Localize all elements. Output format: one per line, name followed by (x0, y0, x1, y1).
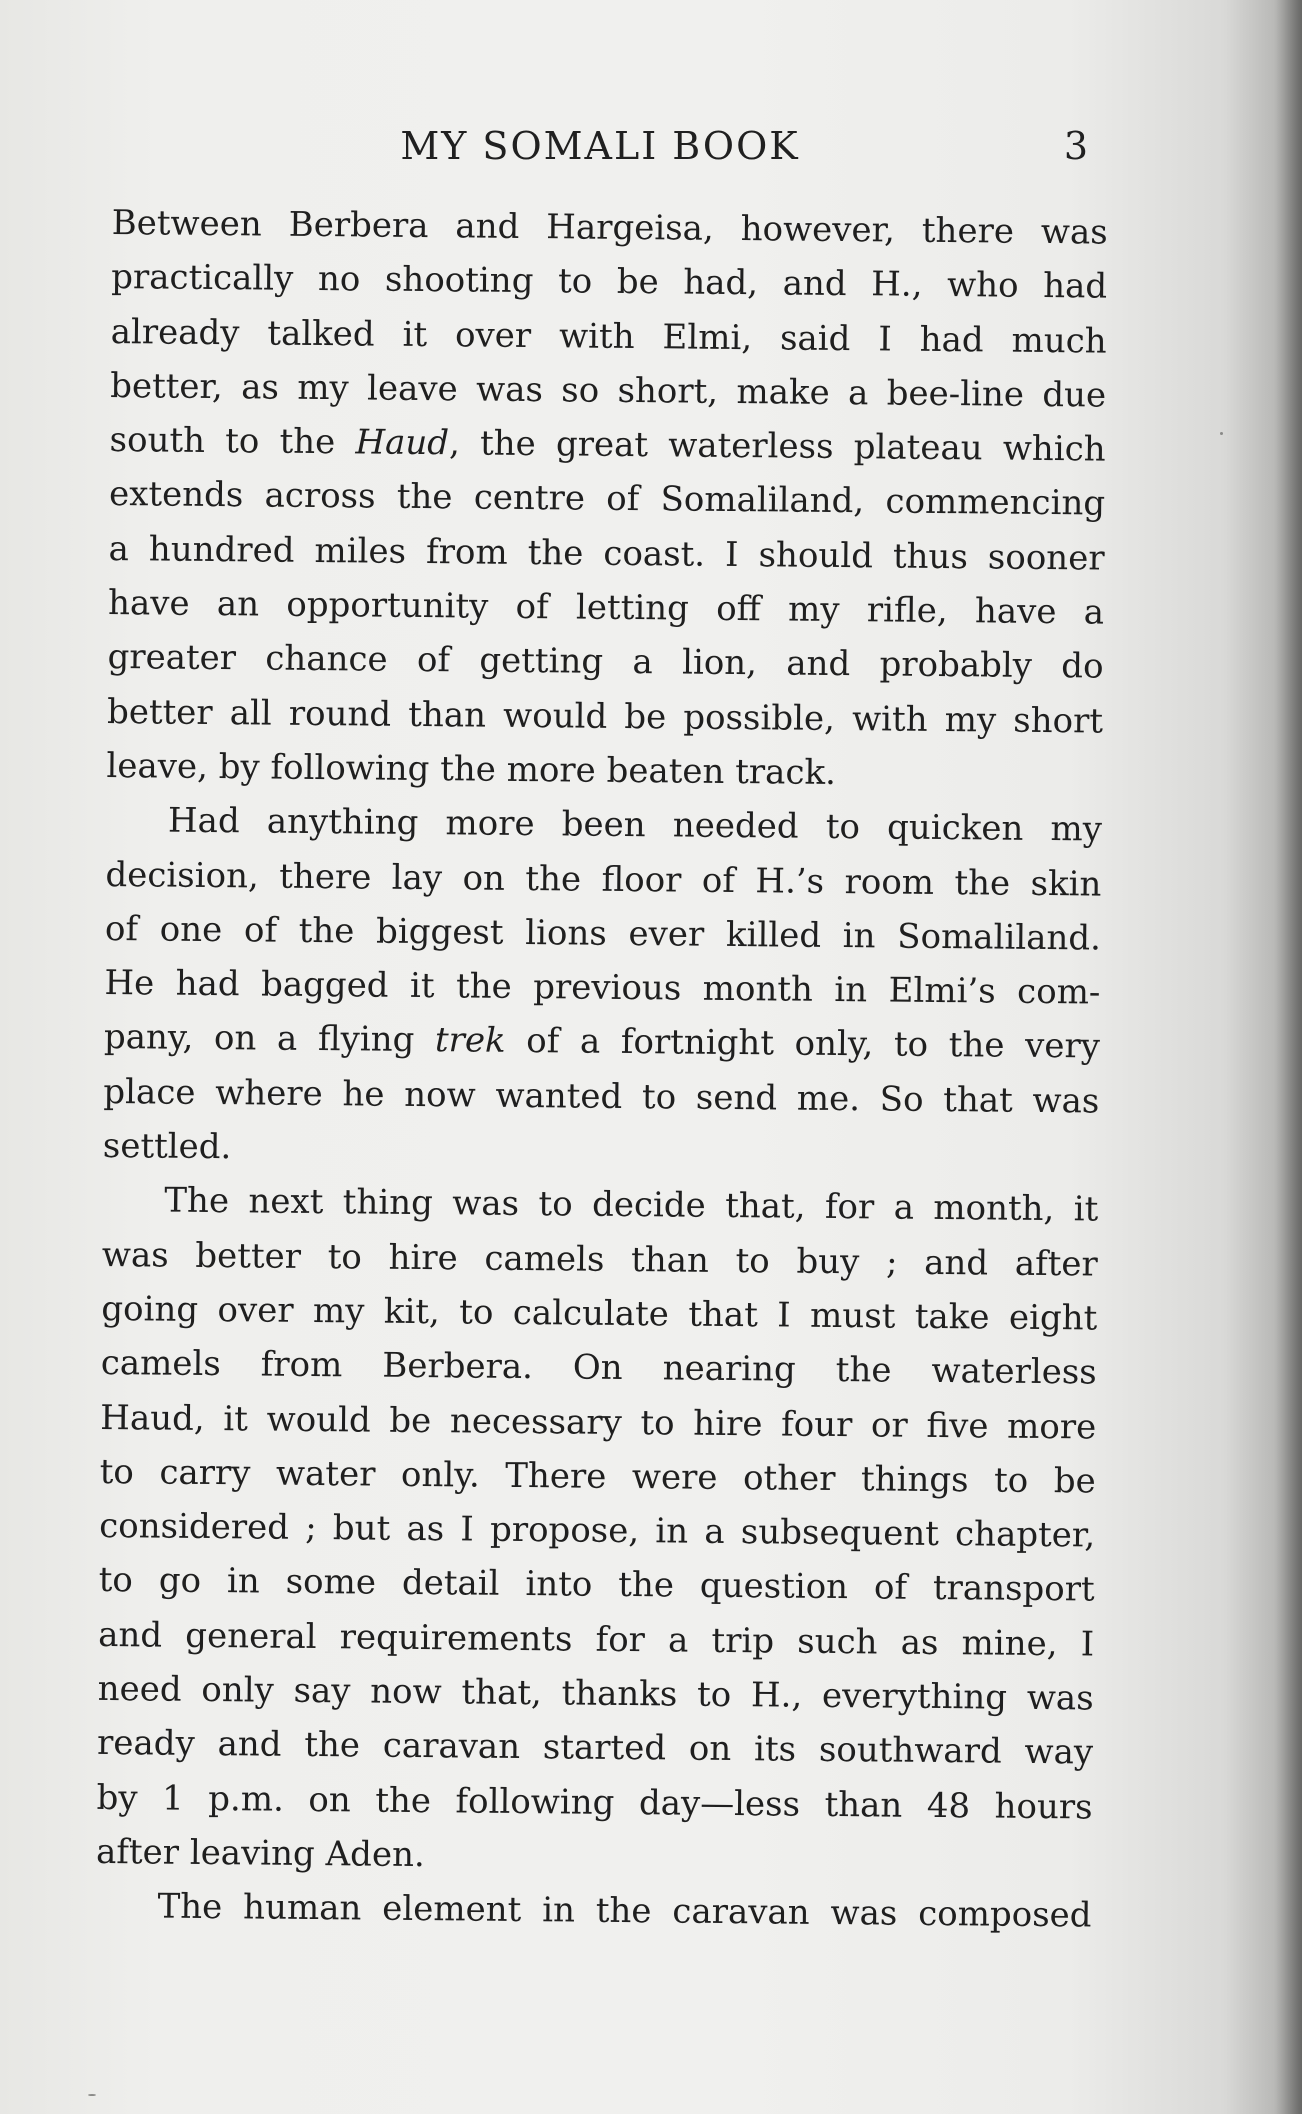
text-line: of one of the biggest lions ever killed in Somaliland. (104, 908, 1102, 959)
paragraph-4 (95, 1879, 1091, 1943)
page-edge-shadow (1274, 0, 1302, 2114)
text-line: Had anything more been needed to quicken my (167, 800, 1103, 850)
text-line: place where he now wanted to send me. So that was (103, 1071, 1100, 1122)
paper-speck (1220, 432, 1223, 435)
text-line: ready and the caravan started on its southward way (96, 1723, 1094, 1773)
text-line: camels from Berbera. On nearing the waterless (100, 1343, 1097, 1393)
page-number: 3 (1063, 124, 1088, 168)
running-title: MY SOMALI BOOK (400, 124, 800, 168)
text-line: to carry water only. There were other things to be (99, 1451, 1096, 1502)
paragraph-1 (106, 196, 1108, 803)
text-line: considered ; but as I propose, in a subsequent chapter, (99, 1506, 1096, 1556)
paper-speck (88, 2094, 96, 2096)
text-line: better, as my leave was so short, make a bee-line due (109, 365, 1107, 416)
text-line: and general requirements for a trip such as mine, I (97, 1614, 1095, 1665)
text-fragment: south to the (109, 420, 356, 463)
paragraph-2 (103, 793, 1103, 1183)
text-line: Between Berbera and Hargeisa, however, there was (111, 202, 1108, 253)
text-line: decision, there lay on the floor of H.’s room the skin (105, 854, 1102, 905)
text-line: was better to hire camels than to buy ; and after (101, 1234, 1098, 1285)
italic-word: trek (434, 1020, 506, 1062)
text-line: have an opportunity of letting off my rifle, have a (107, 583, 1105, 633)
text-line: extends across the centre of Somaliland, commencing (108, 474, 1106, 525)
text-line: practically no shooting to be had, and H., who had (111, 257, 1108, 307)
text-line: better all round than would be possible, with my short (106, 691, 1104, 742)
paragraph-3 (96, 1173, 1099, 1888)
text-line: The next thing was to decide that, for a month, it (164, 1180, 1099, 1230)
text-fragment: of a fortnight only, to the very (505, 1021, 1101, 1067)
text-line: leave, by following the more beaten track. (106, 745, 837, 793)
text-line-mixed (109, 413, 1105, 477)
text-line: The human element in the caravan was composed (157, 1886, 1092, 1936)
text-line: need only say now that, thanks to H., everything was (97, 1668, 1094, 1719)
text-line: settled. (102, 1126, 232, 1168)
text-line: greater chance of getting a lion, and probably do (107, 637, 1104, 687)
italic-word: Haud (355, 422, 450, 464)
text-fragment: pany, on a flying (103, 1017, 436, 1061)
text-fragment: , the great waterless plateau which (448, 423, 1106, 470)
text-line: after leaving Aden. (95, 1831, 425, 1875)
text-line: to go in some detail into the question of transport (98, 1560, 1095, 1610)
text-line: a hundred miles from the coast. I should thus sooner (108, 528, 1105, 579)
text-line: already talked it over with Elmi, said I had much (110, 311, 1107, 362)
text-line-mixed (104, 1010, 1100, 1074)
page-header (112, 118, 1088, 174)
text-line: He had bagged it the previous month in Elmi’s com- (104, 963, 1101, 1013)
text-line: going over my kit, to calculate that I must take eight (101, 1288, 1098, 1339)
text-line: by 1 p.m. on the following day—less than 48 hours (96, 1777, 1093, 1828)
text-line: Haud, it would be necessary to hire four or five more (100, 1397, 1097, 1448)
body-text (95, 196, 1108, 1943)
